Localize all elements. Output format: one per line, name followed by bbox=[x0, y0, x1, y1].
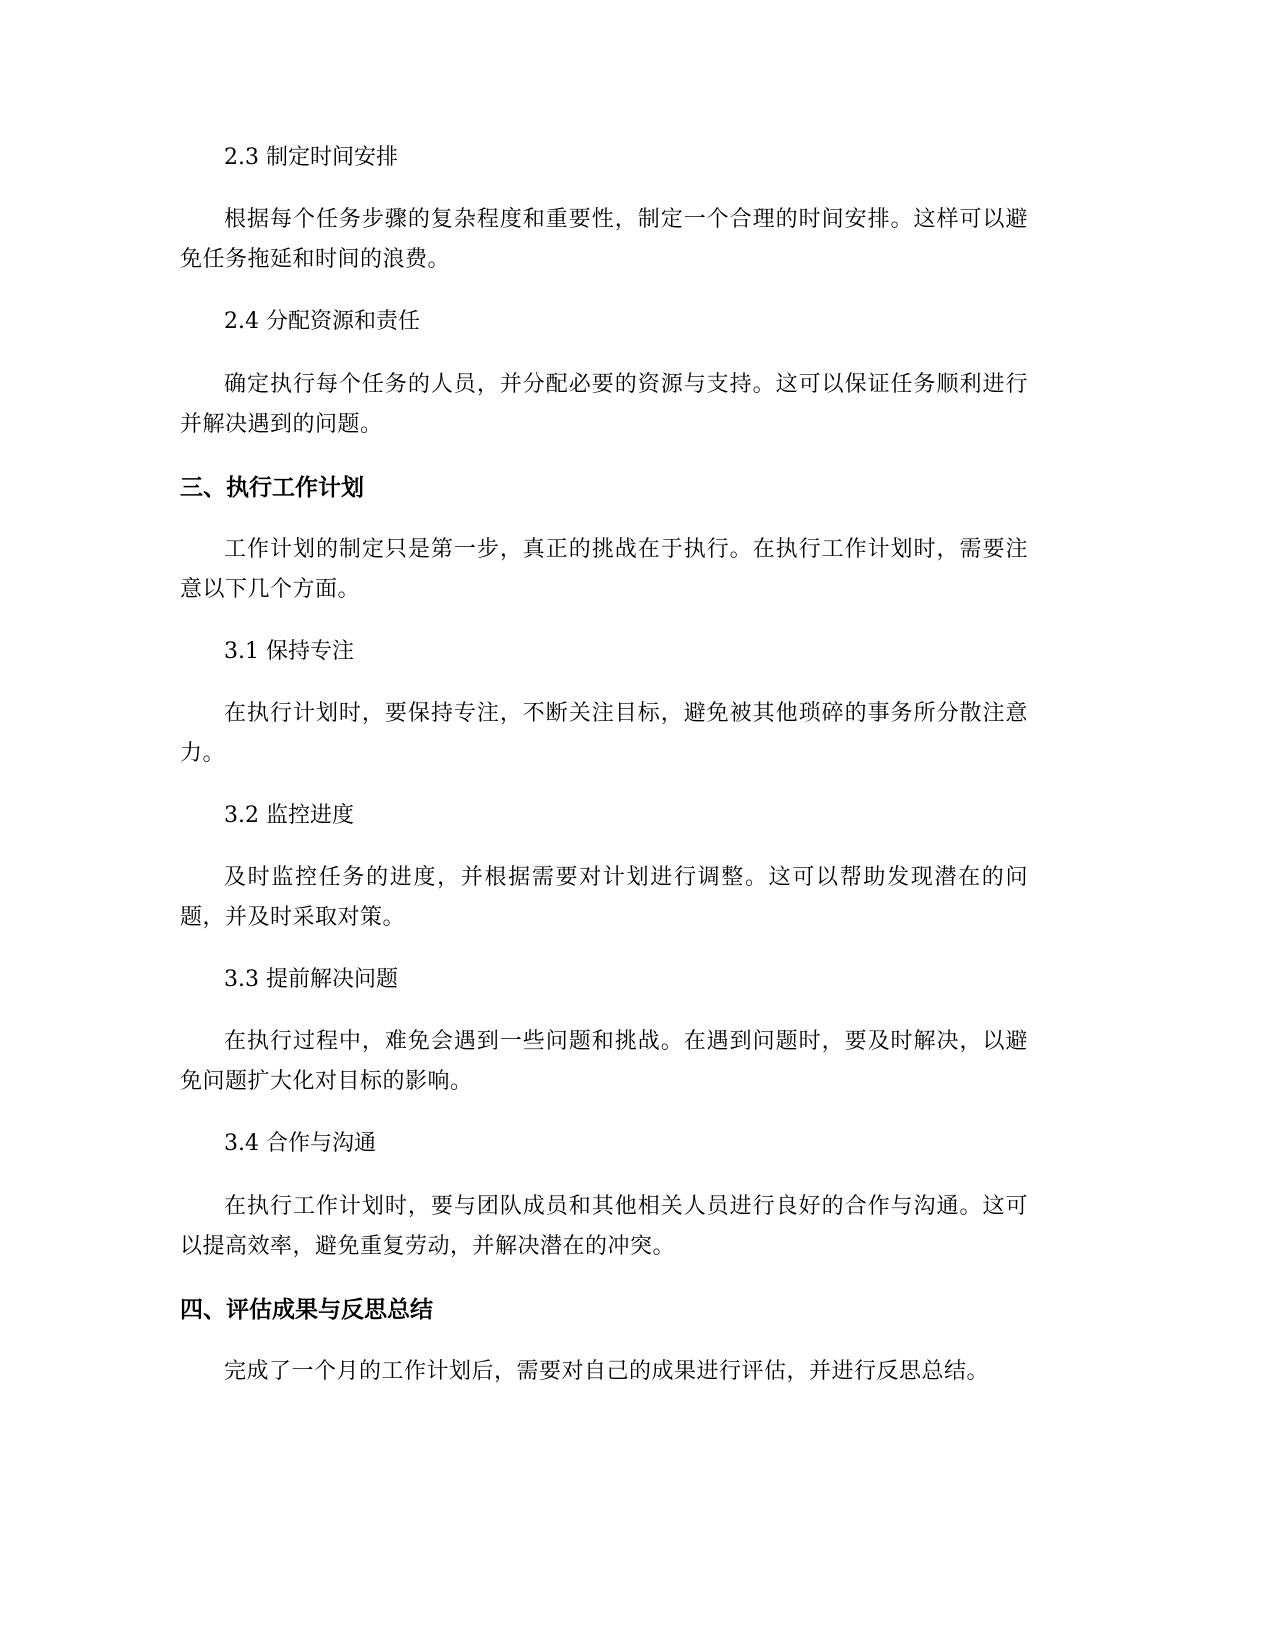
paragraph: 及时监控任务的进度，并根据需要对计划进行调整。这可以帮助发现潜在的问题，并及时采取对策。 bbox=[180, 865, 1028, 930]
subheading-3-3: 3.3 提前解决问题 bbox=[224, 967, 398, 992]
paragraph: 在执行过程中，难免会遇到一些问题和挑战。在遇到问题时，要及时解决，以避免问题扩大化对目标的影响。 bbox=[180, 1029, 1028, 1094]
subheading-3-4: 3.4 合作与沟通 bbox=[224, 1131, 376, 1156]
section-heading-3: 三、执行工作计划 bbox=[180, 475, 364, 501]
subheading-3-1: 3.1 保持专注 bbox=[224, 639, 354, 664]
paragraph: 完成了一个月的工作计划后，需要对自己的成果进行评估，并进行反思总结。 bbox=[224, 1359, 990, 1384]
paragraph: 工作计划的制定只是第一步，真正的挑战在于执行。在执行工作计划时，需要注意以下几个方面。 bbox=[180, 537, 1028, 602]
paragraph: 根据每个任务步骤的复杂程度和重要性，制定一个合理的时间安排。这样可以避免任务拖延和时间的浪费。 bbox=[180, 207, 1028, 272]
paragraph: 在执行计划时，要保持专注，不断关注目标，避免被其他琐碎的事务所分散注意力。 bbox=[180, 701, 1028, 766]
subheading-2-3: 2.3 制定时间安排 bbox=[224, 145, 398, 170]
paragraph: 在执行工作计划时，要与团队成员和其他相关人员进行良好的合作与沟通。这可以提高效率，避免重复劳动，并解决潜在的冲突。 bbox=[180, 1194, 1028, 1259]
subheading-2-4: 2.4 分配资源和责任 bbox=[224, 309, 420, 334]
section-heading-4: 四、评估成果与反思总结 bbox=[180, 1297, 433, 1323]
subheading-3-2: 3.2 监控进度 bbox=[224, 803, 354, 828]
paragraph: 确定执行每个任务的人员，并分配必要的资源与支持。这可以保证任务顺利进行并解决遇到的问题。 bbox=[180, 372, 1028, 437]
